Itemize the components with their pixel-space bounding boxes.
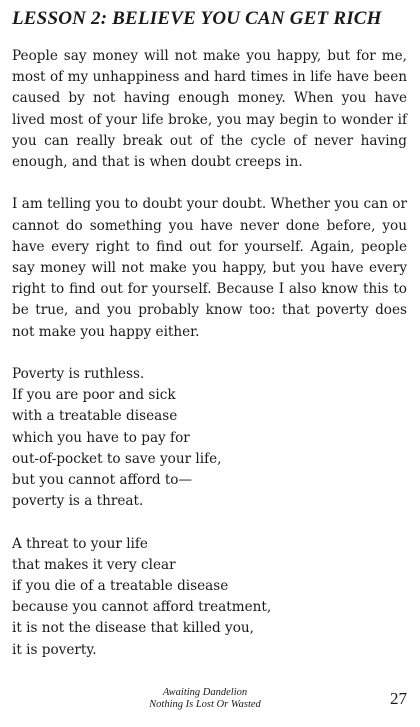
poem-stanza-1 bbox=[12, 364, 407, 512]
poem-line: out-of-pocket to save your life, bbox=[12, 450, 222, 467]
poem-line: A threat to your life bbox=[12, 535, 148, 552]
footer-subtitle: Nothing Is Lost Or Wasted bbox=[149, 699, 261, 710]
lesson-heading: LESSON 2: BELIEVE YOU CAN GET RICH bbox=[12, 8, 382, 29]
poem-line: it is poverty. bbox=[12, 641, 97, 658]
stanza-gap bbox=[12, 512, 407, 533]
paragraph-gap bbox=[12, 343, 407, 364]
body-paragraph-1: People say money will not make you happy, but for me, most of my unhappiness and hard times in life have been caused by not having enough money. When you have lived most of your life broke, you may begin to wonder if you can really break out of the cycle of never having enough, and that is when doubt creeps in. bbox=[12, 48, 407, 171]
body-paragraph-2: I am telling you to doubt your doubt. Whether you can or cannot do something you have never done before, you have every right to find out for yourself. Again, people say money will not make you happy, but you have every right to find out for yourself. Because I also know this to be true, and you probably know too: that poverty does not make you happy either. bbox=[12, 196, 407, 340]
paragraph-gap bbox=[12, 173, 407, 194]
poem-line: Poverty is ruthless. bbox=[12, 366, 145, 383]
poem-line: but you cannot afford to— bbox=[12, 472, 193, 489]
poem-line: If you are poor and sick bbox=[12, 387, 176, 404]
page-body bbox=[12, 46, 407, 661]
poem-stanza-2 bbox=[12, 534, 407, 661]
poem-line: which you have to pay for bbox=[12, 429, 190, 446]
footer-book-title: Awaiting Dandelion bbox=[162, 687, 248, 698]
poem-line: it is not the disease that killed you, bbox=[12, 620, 254, 637]
poem-line: if you die of a treatable disease bbox=[12, 578, 229, 595]
poem-line: because you cannot afford treatment, bbox=[12, 599, 272, 616]
poem-line: with a treatable disease bbox=[12, 408, 178, 425]
page-footer bbox=[100, 687, 310, 711]
page-number: 27 bbox=[390, 689, 407, 708]
poem-line: that makes it very clear bbox=[12, 556, 176, 573]
poem-line: poverty is a threat. bbox=[12, 493, 144, 510]
